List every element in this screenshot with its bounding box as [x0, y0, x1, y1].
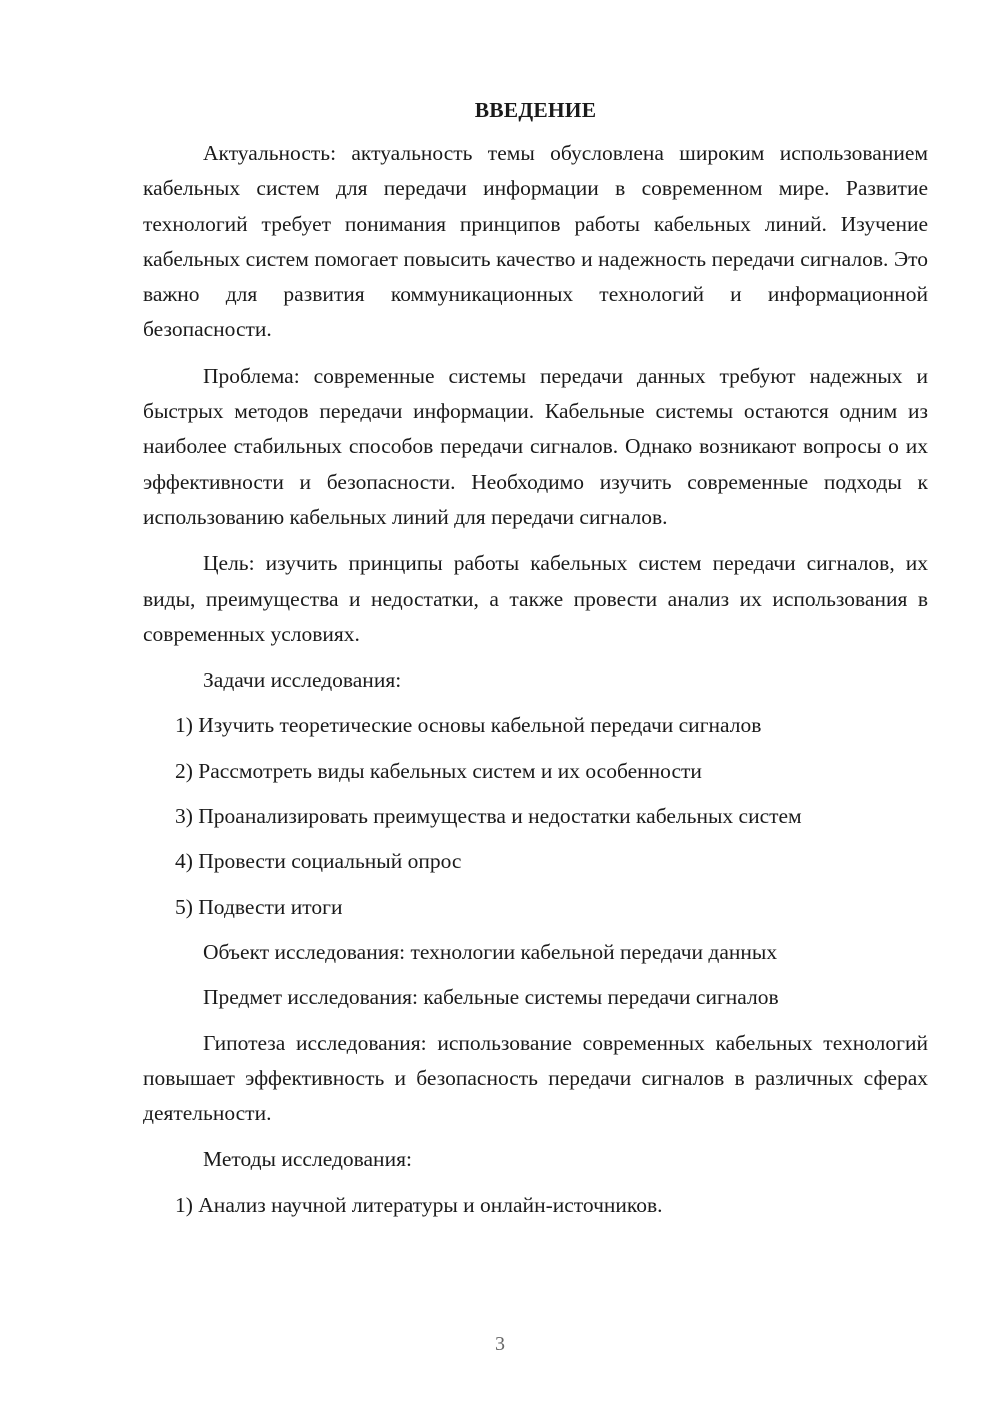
- research-subject: Предмет исследования: кабельные системы передачи сигналов: [203, 985, 779, 1010]
- hypothesis-paragraph: Гипотеза исследования: использование современных кабельных технологий повышает эффективность и безопасность передачи сигналов в различных сферах деятельности.: [143, 1030, 928, 1126]
- page-number: 3: [495, 1333, 505, 1355]
- document-page: [143, 95, 928, 1233]
- task-item: 5) Подвести итоги: [175, 894, 343, 919]
- goal-paragraph: Цель: изучить принципы работы кабельных систем передачи сигналов, их виды, преимущества и недостатки, а также провести анализ их использования в современных условиях.: [143, 551, 928, 646]
- tasks-heading: Задачи исследования:: [203, 668, 402, 693]
- task-item: 2) Рассмотреть виды кабельных систем и их особенности: [175, 758, 702, 783]
- task-item: 3) Проанализировать преимущества и недостатки кабельных систем: [175, 804, 802, 829]
- method-item: 1) Анализ научной литературы и онлайн-источников.: [175, 1192, 663, 1217]
- task-item: 1) Изучить теоретические основы кабельной передачи сигналов: [175, 713, 762, 738]
- methods-heading: Методы исследования:: [203, 1147, 412, 1172]
- section-title: ВВЕДЕНИЕ: [474, 98, 597, 122]
- task-item: 4) Провести социальный опрос: [175, 849, 462, 874]
- methods-list: [143, 1188, 928, 1223]
- tasks-list: [143, 708, 928, 924]
- relevance-paragraph: Актуальность: актуальность темы обусловлена широким использованием кабельных систем для передачи информации в современном мире. Развитие технологий требует понимания принципов работы кабельных линий. Изучение кабельных систем помогает повысить качество и надежность передачи сигналов. Это важно для развития коммуникационных технологий и информационной безопасности.: [143, 141, 928, 342]
- research-object: Объект исследования: технологии кабельной передачи данных: [203, 939, 778, 964]
- problem-paragraph: Проблема: современные системы передачи данных требуют надежных и быстрых методов передачи информации. Кабельные системы остаются одним из наиболее стабильных способов передачи сигналов. Однако возникают вопросы о их эффективности и безопасности. Необходимо изучить современные подходы к использованию кабельных линий для передачи сигналов.: [143, 363, 928, 529]
